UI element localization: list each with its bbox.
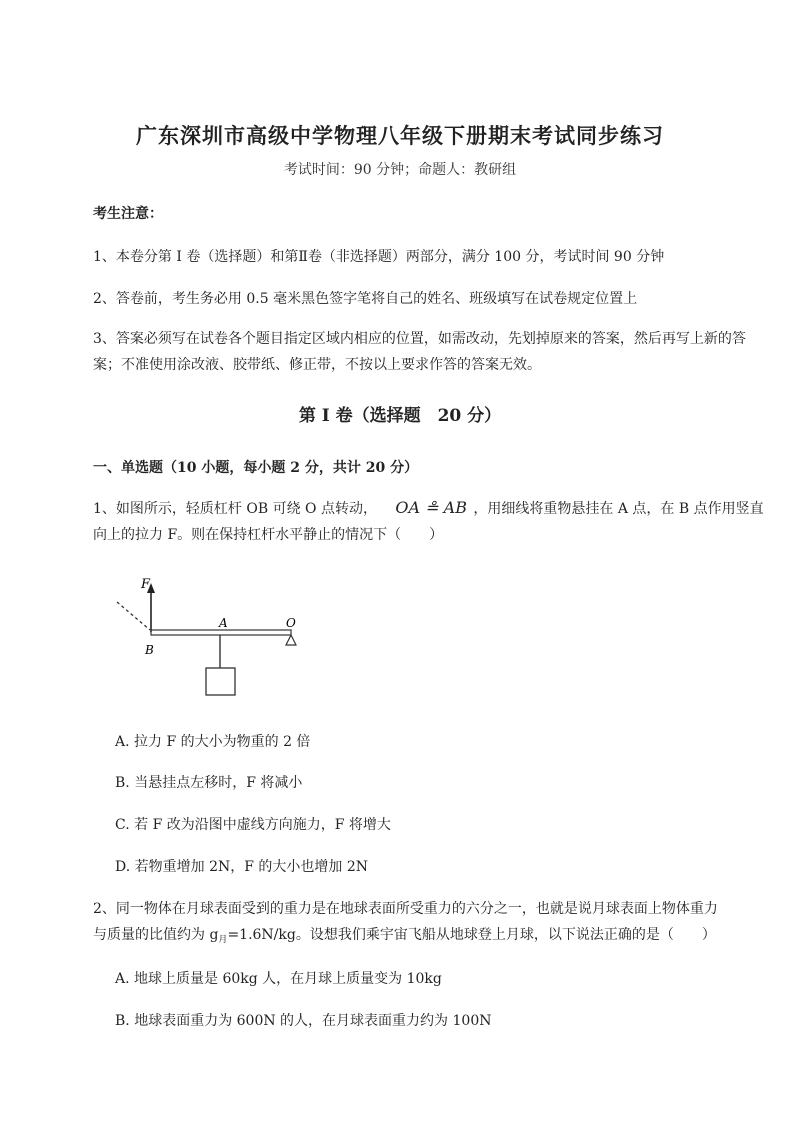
question-1-stem-part-a: 1、如图所示，轻质杠杆 OB 可绕 O 点转动， — [93, 501, 377, 517]
notice-heading: 考生注意： — [93, 206, 163, 222]
dashed-force-line — [117, 602, 150, 630]
question-2-stem-line-2 — [93, 924, 716, 945]
question-2-stem-line-1: 2、同一物体在月球表面受到的重力是在地球表面所受重力的六分之一，也就是说月球表面上物体重力 — [93, 901, 718, 917]
label-f: F — [141, 577, 151, 592]
notice-item-1: 1、本卷分第 I 卷（选择题）和第Ⅱ卷（非选择题）两部分，满分 100 分，考试时间 90 分钟 — [93, 249, 665, 265]
question-1-stem-line-2: 向上的拉力 F。则在保持杠杆水平静止的情况下（ ） — [93, 527, 444, 543]
question-1-option-b: B. 当悬挂点左移时，F 将减小 — [115, 775, 303, 791]
question-1-stem — [93, 498, 764, 518]
notice-item-2: 2、答卷前，考生务必用 0.5 毫米黑色签字笔将自己的姓名、班级填写在试卷规定位置上 — [93, 291, 638, 307]
question-1-option-a: A. 拉力 F 的大小为物重的 2 倍 — [115, 734, 311, 750]
weight-block — [206, 668, 235, 695]
question-1-option-c: C. 若 F 改为沿图中虚线方向施力，F 将增大 — [115, 817, 391, 833]
moon-subscript: 月 — [218, 935, 228, 945]
question-2-option-a: A. 地球上质量是 60kg 人，在月球上质量变为 10kg — [115, 971, 442, 987]
question-2-stem-part-b: =1.6N/kg。设想我们乘宇宙飞船从地球登上月球，以下说法正确的是（ ） — [227, 927, 716, 943]
exam-info: 考试时间：90 分钟；命题人：教研组 — [283, 162, 517, 178]
question-1-formula: OA ≗ AB — [395, 498, 467, 517]
label-b: B — [145, 643, 154, 657]
section-title: 第 I 卷（选择题 20 分） — [298, 406, 502, 426]
label-a: A — [219, 616, 228, 630]
page-title: 广东深圳市高级中学物理八年级下册期末考试同步练习 — [136, 123, 664, 148]
question-1-option-d: D. 若物重增加 2N，F 的大小也增加 2N — [115, 859, 369, 875]
question-2-option-b: B. 地球表面重力为 600N 的人，在月球表面重力约为 100N — [115, 1013, 492, 1029]
pivot-support — [286, 635, 296, 645]
lever-bar — [151, 630, 291, 635]
lever-diagram — [105, 570, 315, 705]
label-o: O — [286, 616, 296, 630]
question-1-stem-part-b: ，用细线将重物悬挂在 A 点，在 B 点作用竖直 — [473, 501, 764, 517]
question-2-stem-part-a: 与质量的比值约为 g — [93, 927, 219, 943]
part-heading: 一、单选题（10 小题，每小题 2 分，共计 20 分） — [93, 460, 419, 476]
notice-item-3: 3、答案必须写在试卷各个题目指定区域内相应的位置，如需改动，先划掉原来的答案，然后再写上新的答案；不准使用涂改液、胶带纸、修正带，不按以上要求作答的答案无效。 — [93, 331, 746, 373]
